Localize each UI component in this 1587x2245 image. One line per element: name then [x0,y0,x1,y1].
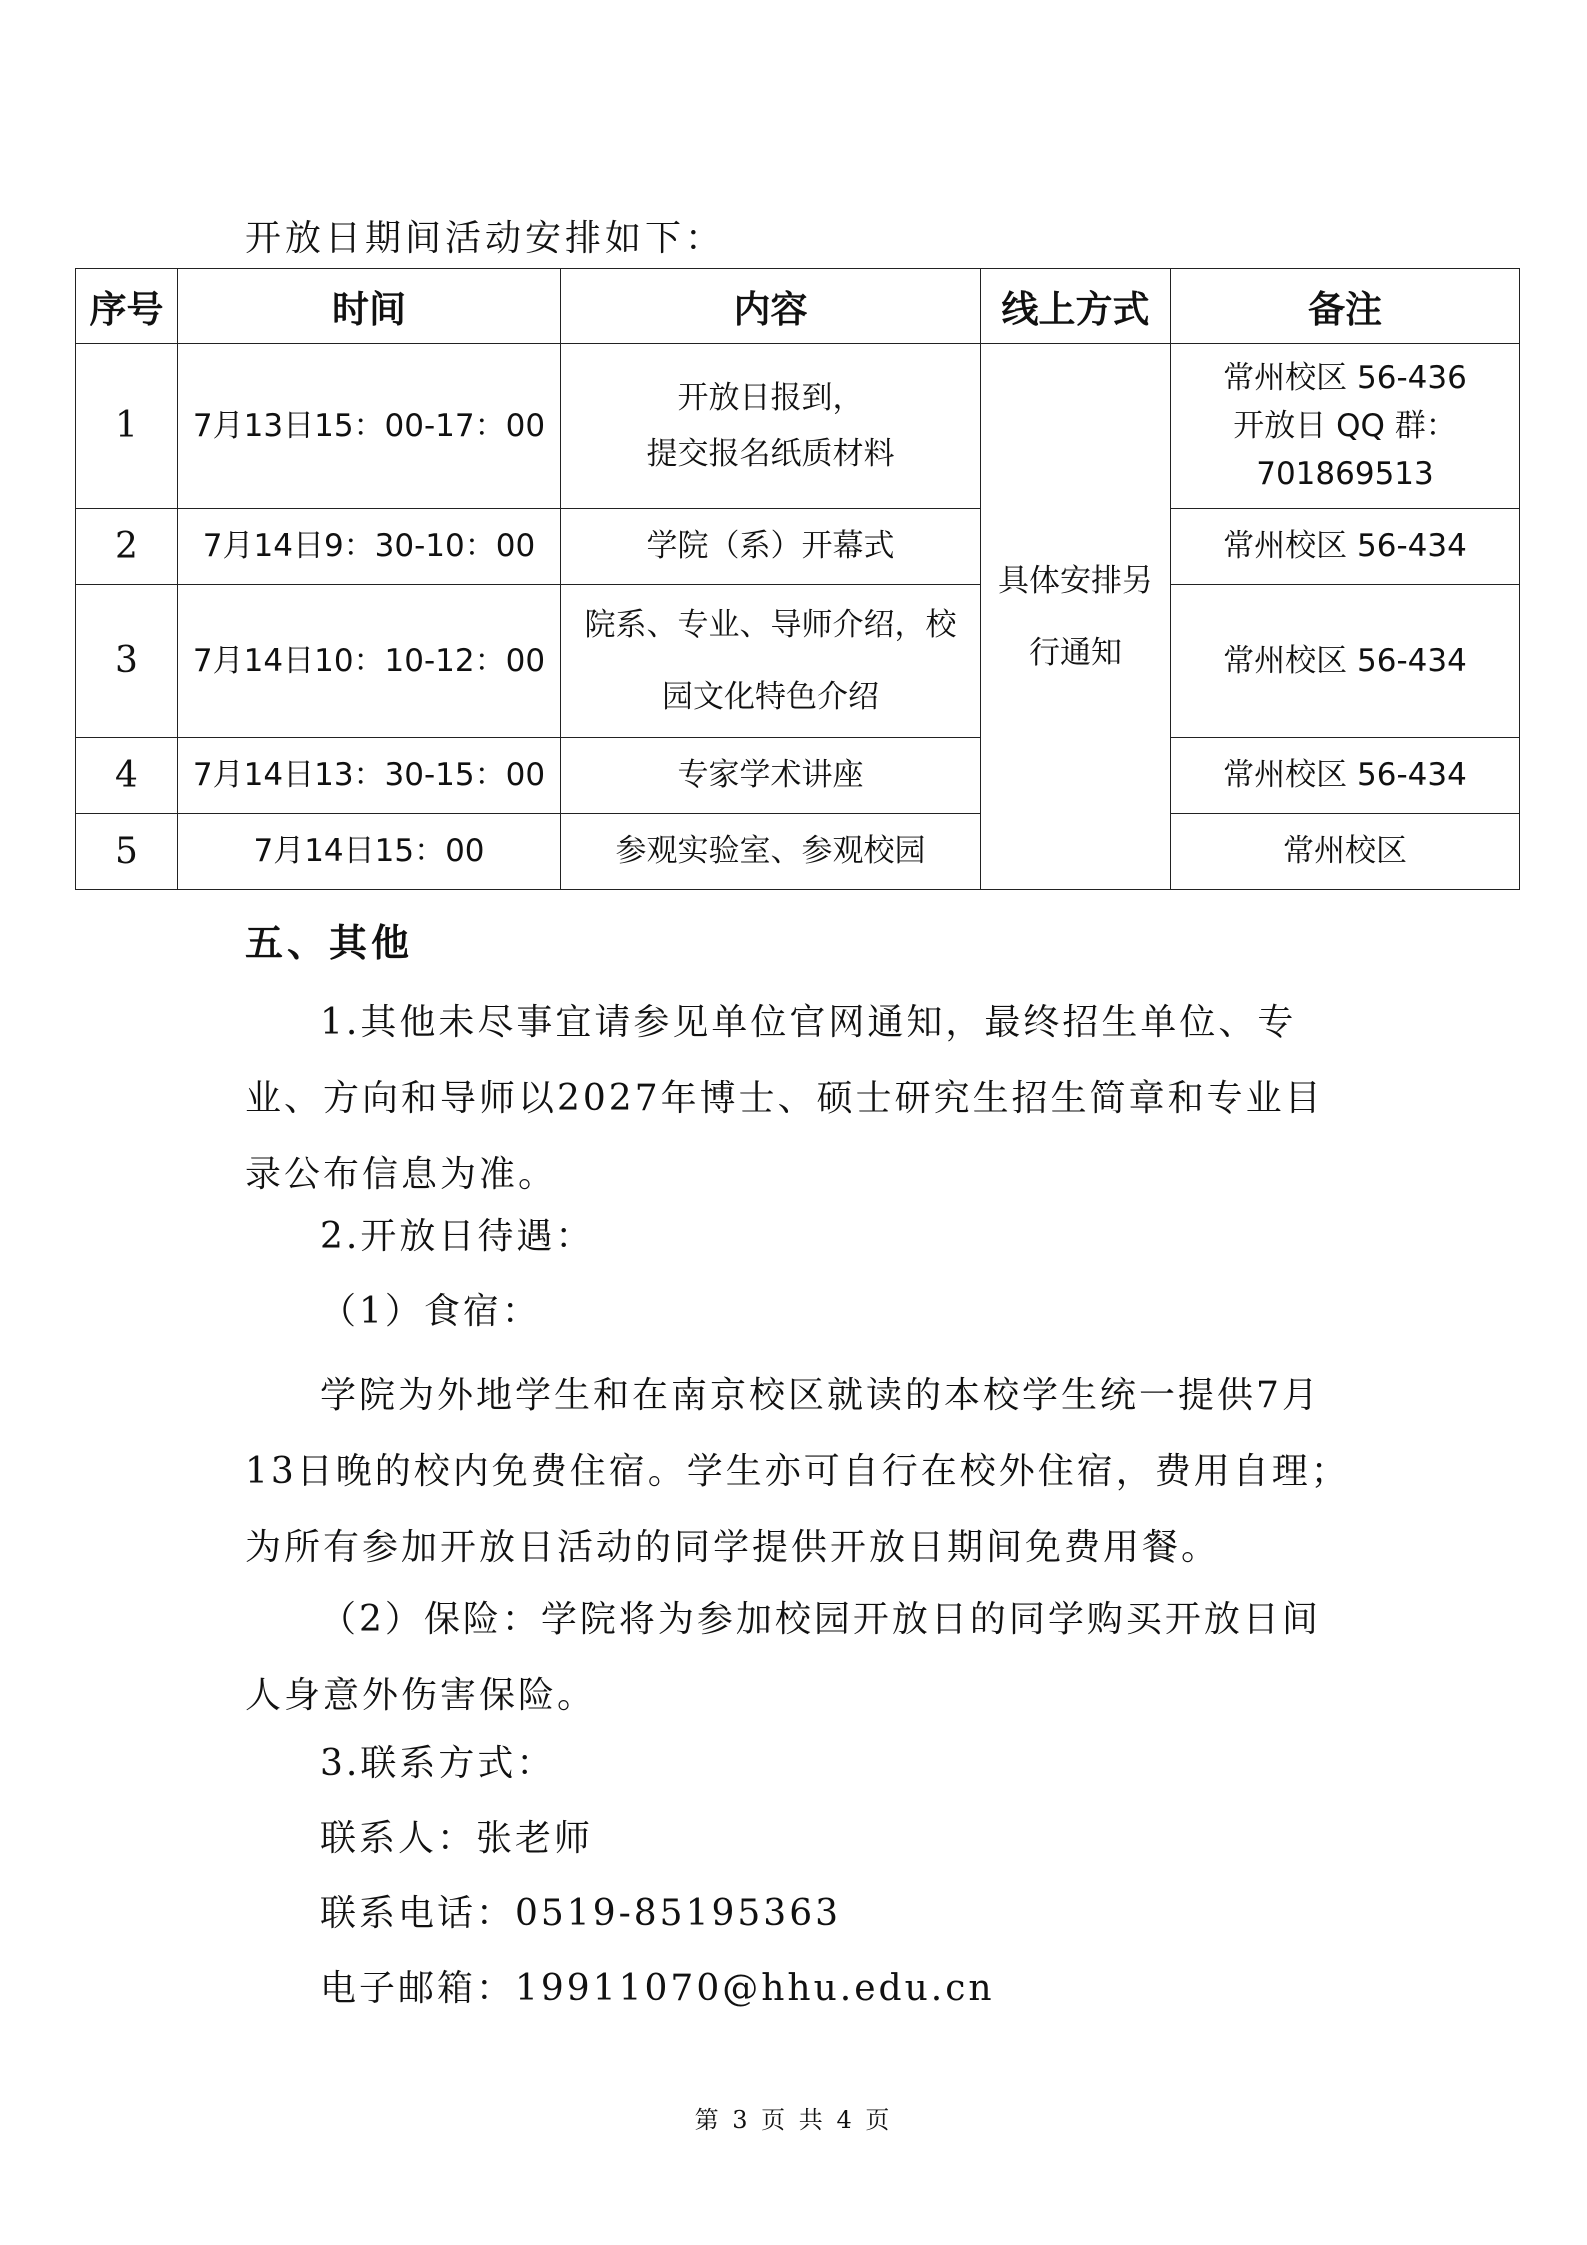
row-note [1171,344,1520,509]
table-row [76,585,1520,738]
online-method-cell [981,344,1171,890]
row-note [1171,585,1520,738]
note-line: 常州校区 56-434 [1223,757,1467,794]
content-line: 学院（系）开幕式 [646,528,895,565]
header-online: 线上方式 [981,269,1171,344]
header-content: 内容 [561,269,981,344]
row-no: 2 [76,509,178,585]
row-note [1171,509,1520,585]
table-row [76,814,1520,890]
contact-email: 电子邮箱：19911070@hhu.edu.cn [320,1968,995,2009]
row-content [561,585,981,738]
table-header-row [76,269,1520,344]
table-row [76,509,1520,585]
row-time: 7月14日9：30-10：00 [178,509,561,585]
row-content [561,814,981,890]
row-time: 7月14日10：10-12：00 [178,585,561,738]
paragraph-accommodation: 学院为外地学生和在南京校区就读的本校学生统一提供7月13日晚的校内免费住宿。学生亦可自行在校外住宿，费用自理；为所有参加开放日活动的同学提供开放日期间免费用餐。 [245,1375,1350,1568]
row-note [1171,814,1520,890]
schedule-table [75,268,1520,890]
header-time: 时间 [178,269,561,344]
header-note: 备注 [1171,269,1520,344]
page-footer: 第 3 页 共 4 页 [694,2106,893,2134]
accommodation-title: （1）食宿： [320,1291,541,1332]
paragraph-insurance: （2）保险：学院将为参加校园开放日的同学购买开放日间人身意外伤害保险。 [245,1599,1321,1716]
note-line: 常州校区 56-434 [1223,528,1467,565]
contact-person: 联系人：张老师 [320,1818,594,1859]
row-note [1171,738,1520,814]
content-line: 提交报名纸质材料 [646,436,895,472]
treatment-title: 2.开放日待遇： [320,1216,595,1257]
row-content [561,344,981,509]
content-line: 参观实验室、参观校园 [615,833,926,870]
contact-phone: 联系电话：0519-85195363 [320,1893,842,1934]
row-time: 7月14日13：30-15：00 [178,738,561,814]
table-row [76,344,1520,509]
online-line: 行通知 [1029,634,1122,671]
table-row [76,738,1520,814]
schedule-intro: 开放日期间活动安排如下： [245,218,726,259]
contact-title: 3.联系方式： [320,1743,556,1784]
row-content [561,509,981,585]
note-line: 常州校区 [1283,833,1407,870]
row-content [561,738,981,814]
section-heading: 五、其他 [245,920,414,965]
row-time: 7月13日15：00-17：00 [178,344,561,509]
content-line: 开放日报到， [677,379,864,416]
row-no: 5 [76,814,178,890]
note-line: 开放日 QQ 群： [1233,407,1457,444]
online-line: 具体安排另 [998,562,1153,599]
row-no: 4 [76,738,178,814]
row-no: 1 [76,344,178,509]
paragraph-other-matters: 1.其他未尽事宜请参见单位官网通知，最终招生单位、专业、方向和导师以2027年博士、硕士研究生招生简章和专业目录公布信息为准。 [245,1002,1324,1195]
content-line: 园文化特色介绍 [662,679,879,715]
content-line: 专家学术讲座 [677,757,864,794]
row-no: 3 [76,585,178,738]
content-line: 院系、专业、导师介绍，校 [584,607,957,643]
header-no: 序号 [76,269,178,344]
row-time: 7月14日15：00 [178,814,561,890]
note-line: 常州校区 56-436 [1223,359,1467,396]
note-line: 701869513 [1256,456,1434,493]
note-line: 常州校区 56-434 [1223,642,1467,679]
